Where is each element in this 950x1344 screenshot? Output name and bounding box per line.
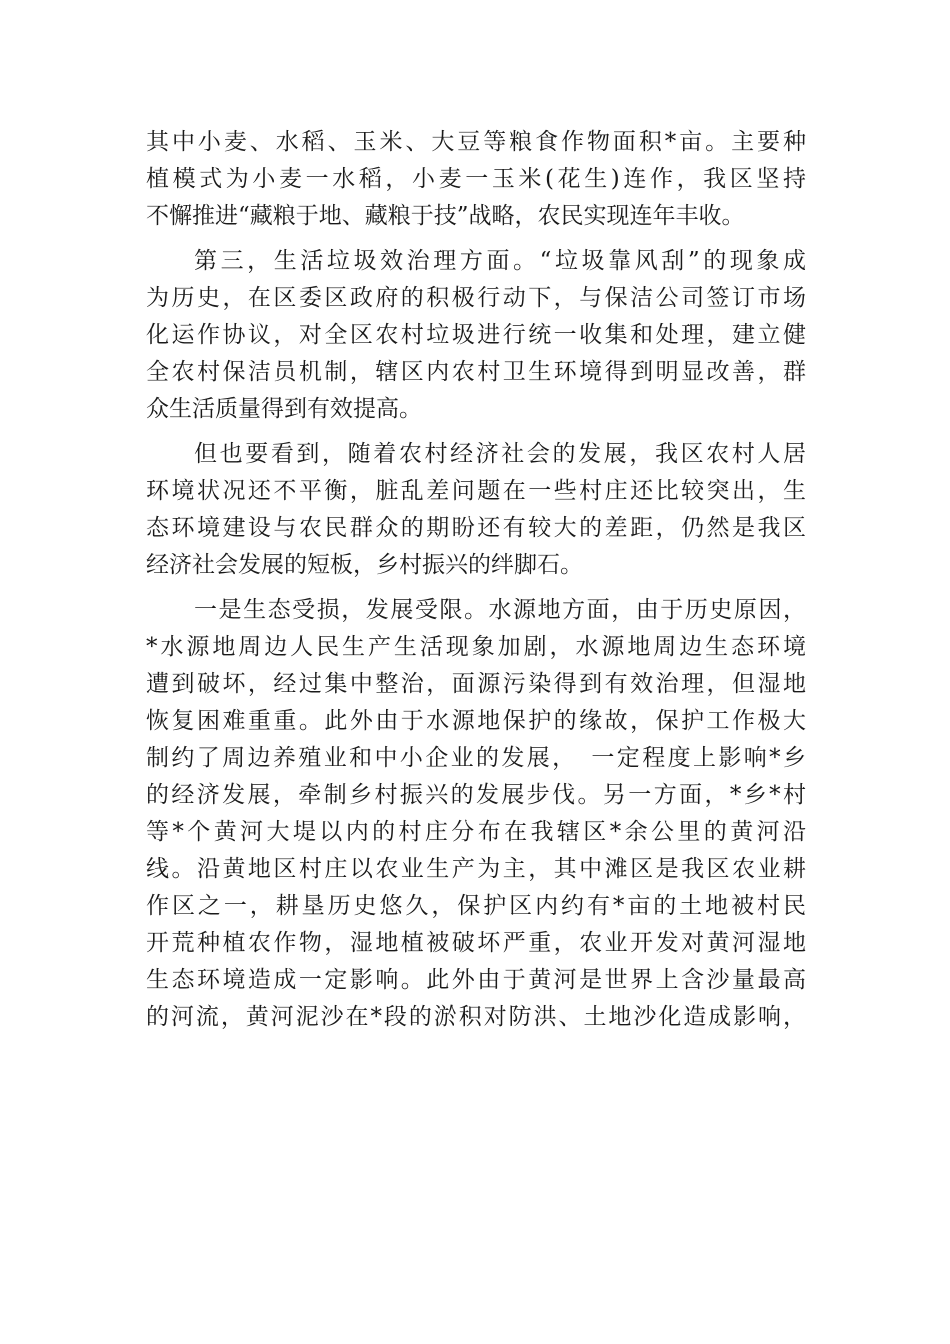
- text-line: 的河流，黄河泥沙在*段的淤积对防洪、土地沙化造成影响，: [146, 1004, 806, 1030]
- text-line: 一是生态受损，发展受限。水源地方面，由于历史原因，: [194, 597, 806, 623]
- text-line: 不懈推进“藏粮于地、藏粮于技”战略，农民实现连年丰收。: [146, 203, 745, 229]
- text-line: 但也要看到，随着农村经济社会的发展，我区农村人居: [194, 441, 806, 467]
- paragraph: [146, 592, 806, 1036]
- text-line: 作区之一，耕垦历史悠久，保护区内约有*亩的土地被村民: [146, 893, 806, 919]
- text-line: 线。沿黄地区村庄以农业生产为主，其中滩区是我区农业耕: [146, 856, 806, 882]
- paragraph-gap: [146, 235, 806, 243]
- text-line: 开荒种植农作物，湿地植被破坏严重，农业开发对黄河湿地: [146, 930, 806, 956]
- text-line: 其中小麦、水稻、玉米、大豆等粮食作物面积*亩。主要种: [146, 129, 806, 155]
- text-line: 的经济发展，牵制乡村振兴的发展步伐。另一方面，*乡*村: [146, 782, 806, 808]
- text-line: 态环境建设与农民群众的期盼还有较大的差距，仍然是我区: [146, 515, 806, 541]
- paragraph: [146, 243, 806, 428]
- paragraph-gap: [146, 584, 806, 592]
- text-line: 第三，生活垃圾效治理方面。“垃圾靠风刮”的现象成: [194, 248, 806, 274]
- document-body: [146, 124, 806, 1036]
- text-line: 等*个黄河大堤以内的村庄分布在我辖区*余公里的黄河沿: [146, 819, 806, 845]
- text-line: 为历史，在区委区政府的积极行动下，与保洁公司签订市场: [146, 285, 806, 311]
- text-line: 生态环境造成一定影响。此外由于黄河是世界上含沙量最高: [146, 967, 806, 993]
- text-line: 全农村保洁员机制，辖区内农村卫生环境得到明显改善，群: [146, 359, 806, 385]
- paragraph: [146, 436, 806, 584]
- text-line: 植模式为小麦一水稻，小麦一玉米(花生)连作，我区坚持: [146, 166, 806, 192]
- paragraph: [146, 124, 806, 235]
- text-line: 经济社会发展的短板，乡村振兴的绊脚石。: [146, 552, 583, 578]
- text-line: 恢复困难重重。此外由于水源地保护的缘故，保护工作极大: [146, 708, 806, 734]
- text-line: 化运作协议，对全区农村垃圾进行统一收集和处理，建立健: [146, 322, 806, 348]
- paragraph-gap: [146, 428, 806, 436]
- text-line: 环境状况还不平衡，脏乱差问题在一些村庄还比较突出，生: [146, 478, 806, 504]
- text-line: *水源地周边人民生产生活现象加剧，水源地周边生态环境: [146, 634, 806, 660]
- text-line: 众生活质量得到有效提高。: [146, 396, 422, 422]
- text-line: 制约了周边养殖业和中小企业的发展， 一定程度上影响*乡: [146, 745, 806, 771]
- text-line: 遭到破坏，经过集中整治，面源污染得到有效治理，但湿地: [146, 671, 806, 697]
